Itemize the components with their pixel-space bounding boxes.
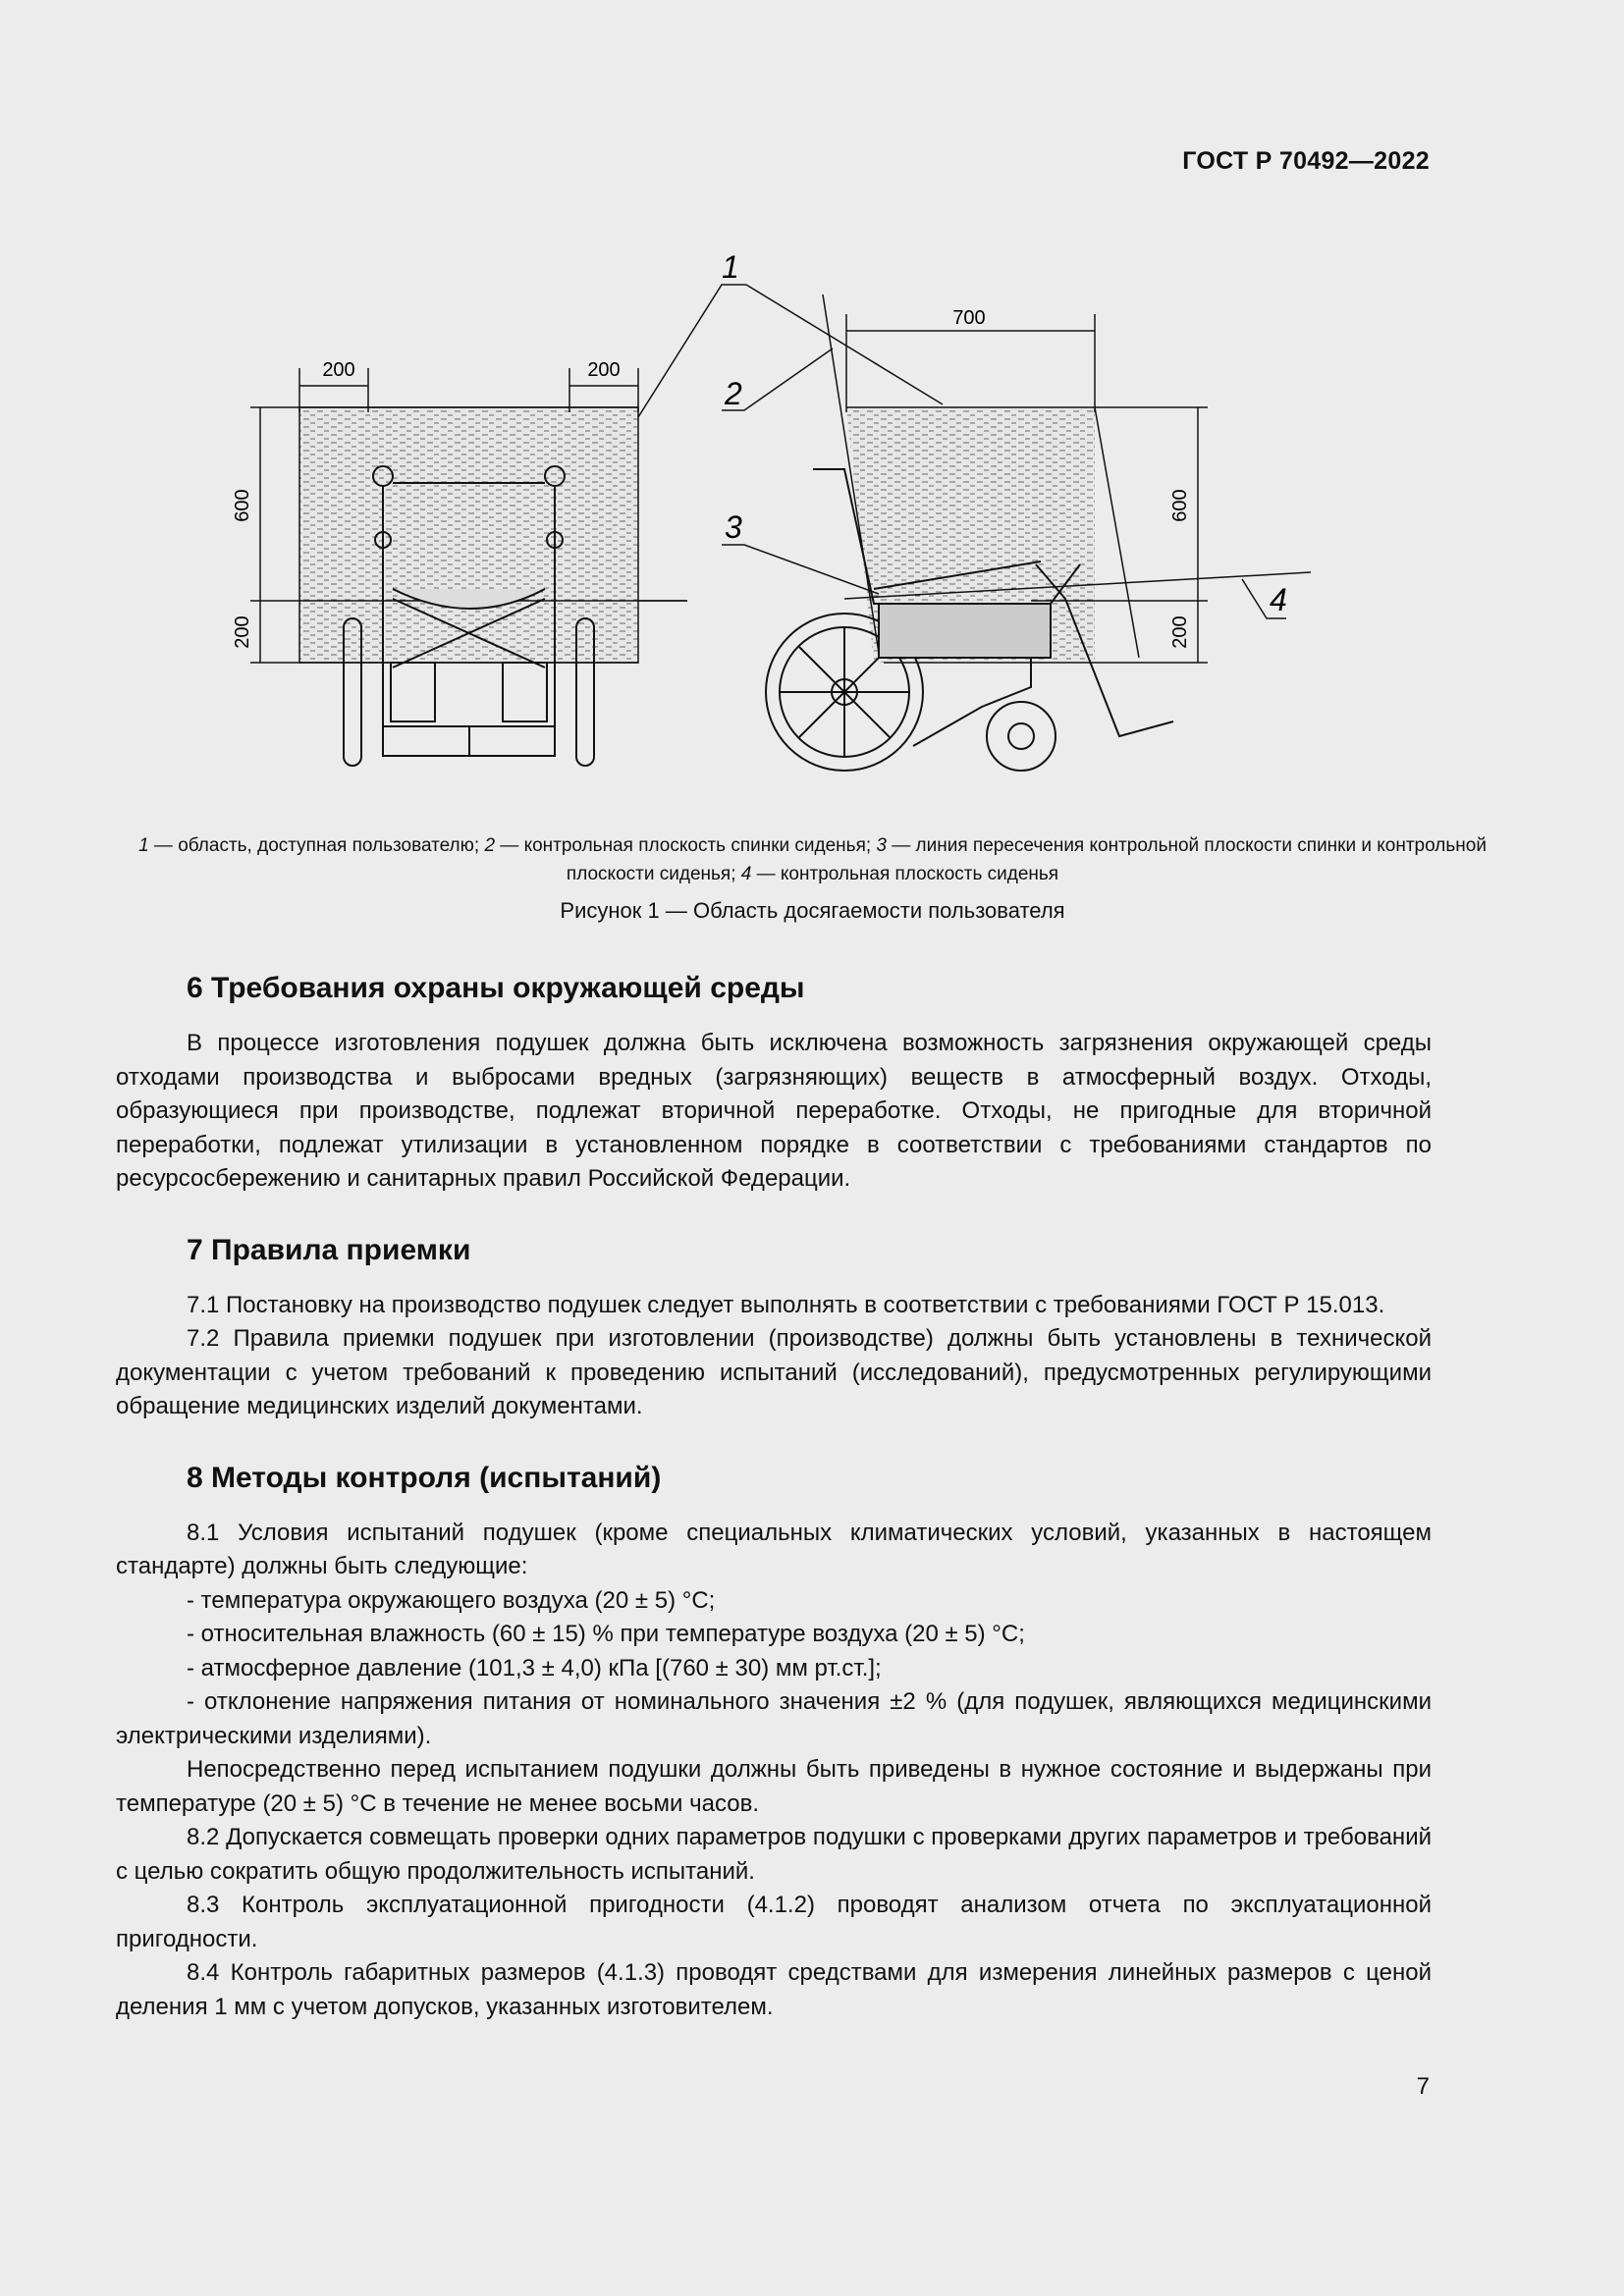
- side-dim-upper-height: 600: [1169, 489, 1191, 522]
- list-item-humidity: - относительная влажность (60 ± 15) % при температуре воздуха (20 ± 5) °С;: [187, 1621, 1025, 1647]
- front-dim-right-width: 200: [587, 359, 621, 381]
- figure-legend: 1 — область, доступная пользователю; 2 — контрольная плоскость спинки сиденья; 3 — линия пересечения контрольной плоскости спинки и контрольной плоскости сиденья; 4 — контрольная плоскость сиденья: [138, 835, 1487, 884]
- front-dim-lower-height: 200: [232, 615, 253, 649]
- front-dim-left-width: 200: [322, 359, 355, 381]
- paragraph-conditioning: Непосредственно перед испытанием подушки должны быть приведены в нужное состояние и выдержаны при температуре (20 ± 5) °С в течение не менее восьми часов.: [116, 1756, 1432, 1817]
- document-code: ГОСТ Р 70492—2022: [1182, 147, 1430, 175]
- paragraph-8-2: 8.2 Допускается совмещать проверки одних параметров подушки с проверками других параметров и требований с целью сократить общую продолжительность испытаний.: [116, 1824, 1432, 1885]
- paragraph-8-4: 8.4 Контроль габаритных размеров (4.1.3) проводят средствами для измерения линейных размеров с ценой деления 1 мм с учетом допусков, указанных изготовителем.: [116, 1959, 1432, 2020]
- front-view: [250, 368, 687, 766]
- page-number: 7: [1416, 2073, 1430, 2100]
- side-dim-lower-height: 200: [1169, 615, 1191, 649]
- paragraph-8-1: 8.1 Условия испытаний подушек (кроме специальных климатических условий, указанных в настоящем стандарте) должны быть следующие:: [116, 1519, 1432, 1579]
- section-6-paragraph: В процессе изготовления подушек должна быть исключена возможность загрязнения окружающей среды отходами производства и выбросами вредных (загрязняющих) веществ в атмосферный воздух. Отходы, образующиеся при производстве, подлежат вторичной переработке. Отходы, не пригодные для вторичной переработки, подлежат утилизации в установленном порядке в соответствии с требованиями стандартов по ресурсосбережению и санитарных правил Российской Федерации.: [116, 1030, 1432, 1192]
- reach-area-figure: [211, 240, 1321, 790]
- list-item-temperature: - температура окружающего воздуха (20 ± 5) °С;: [187, 1586, 716, 1614]
- list-item-pressure: - атмосферное давление (101,3 ± 4,0) кПа [(760 ± 30) мм рт.ст.];: [187, 1654, 882, 1682]
- paragraph-7-2: 7.2 Правила приемки подушек при изготовлении (производстве) должны быть установлены в технической документации с учетом требований к проведению испытаний (исследований), предусмотренных регулирующими обращение медицинских изделий документами.: [116, 1325, 1432, 1419]
- callout-4: 4: [1270, 582, 1287, 617]
- paragraph-8-3: 8.3 Контроль эксплуатационной пригодности (4.1.2) проводят анализом отчета по эксплуатационной пригодности.: [116, 1892, 1432, 1952]
- callout-3: 3: [725, 509, 742, 545]
- section-8-title: 8 Методы контроля (испытаний): [187, 1461, 662, 1494]
- list-item-voltage: - отклонение напряжения питания от номинального значения ±2 % (для подушек, являющихся медицинскими электрическими изделиями).: [116, 1688, 1432, 1749]
- front-dim-upper-height: 600: [232, 489, 253, 522]
- side-dim-width: 700: [952, 307, 986, 329]
- section-7-title: 7 Правила приемки: [187, 1233, 471, 1266]
- document-body: [116, 972, 1432, 2024]
- front-reach-area: [299, 407, 638, 663]
- section-6-title: 6 Требования охраны окружающей среды: [187, 972, 805, 1004]
- figure-caption: Рисунок 1 — Область досягаемости пользователя: [560, 898, 1065, 923]
- side-view: [766, 294, 1311, 771]
- paragraph-7-1: 7.1 Постановку на производство подушек следует выполнять в соответствии с требованиями ГОСТ Р 15.013.: [187, 1291, 1385, 1318]
- callout-2: 2: [725, 376, 742, 411]
- callout-1: 1: [722, 249, 739, 285]
